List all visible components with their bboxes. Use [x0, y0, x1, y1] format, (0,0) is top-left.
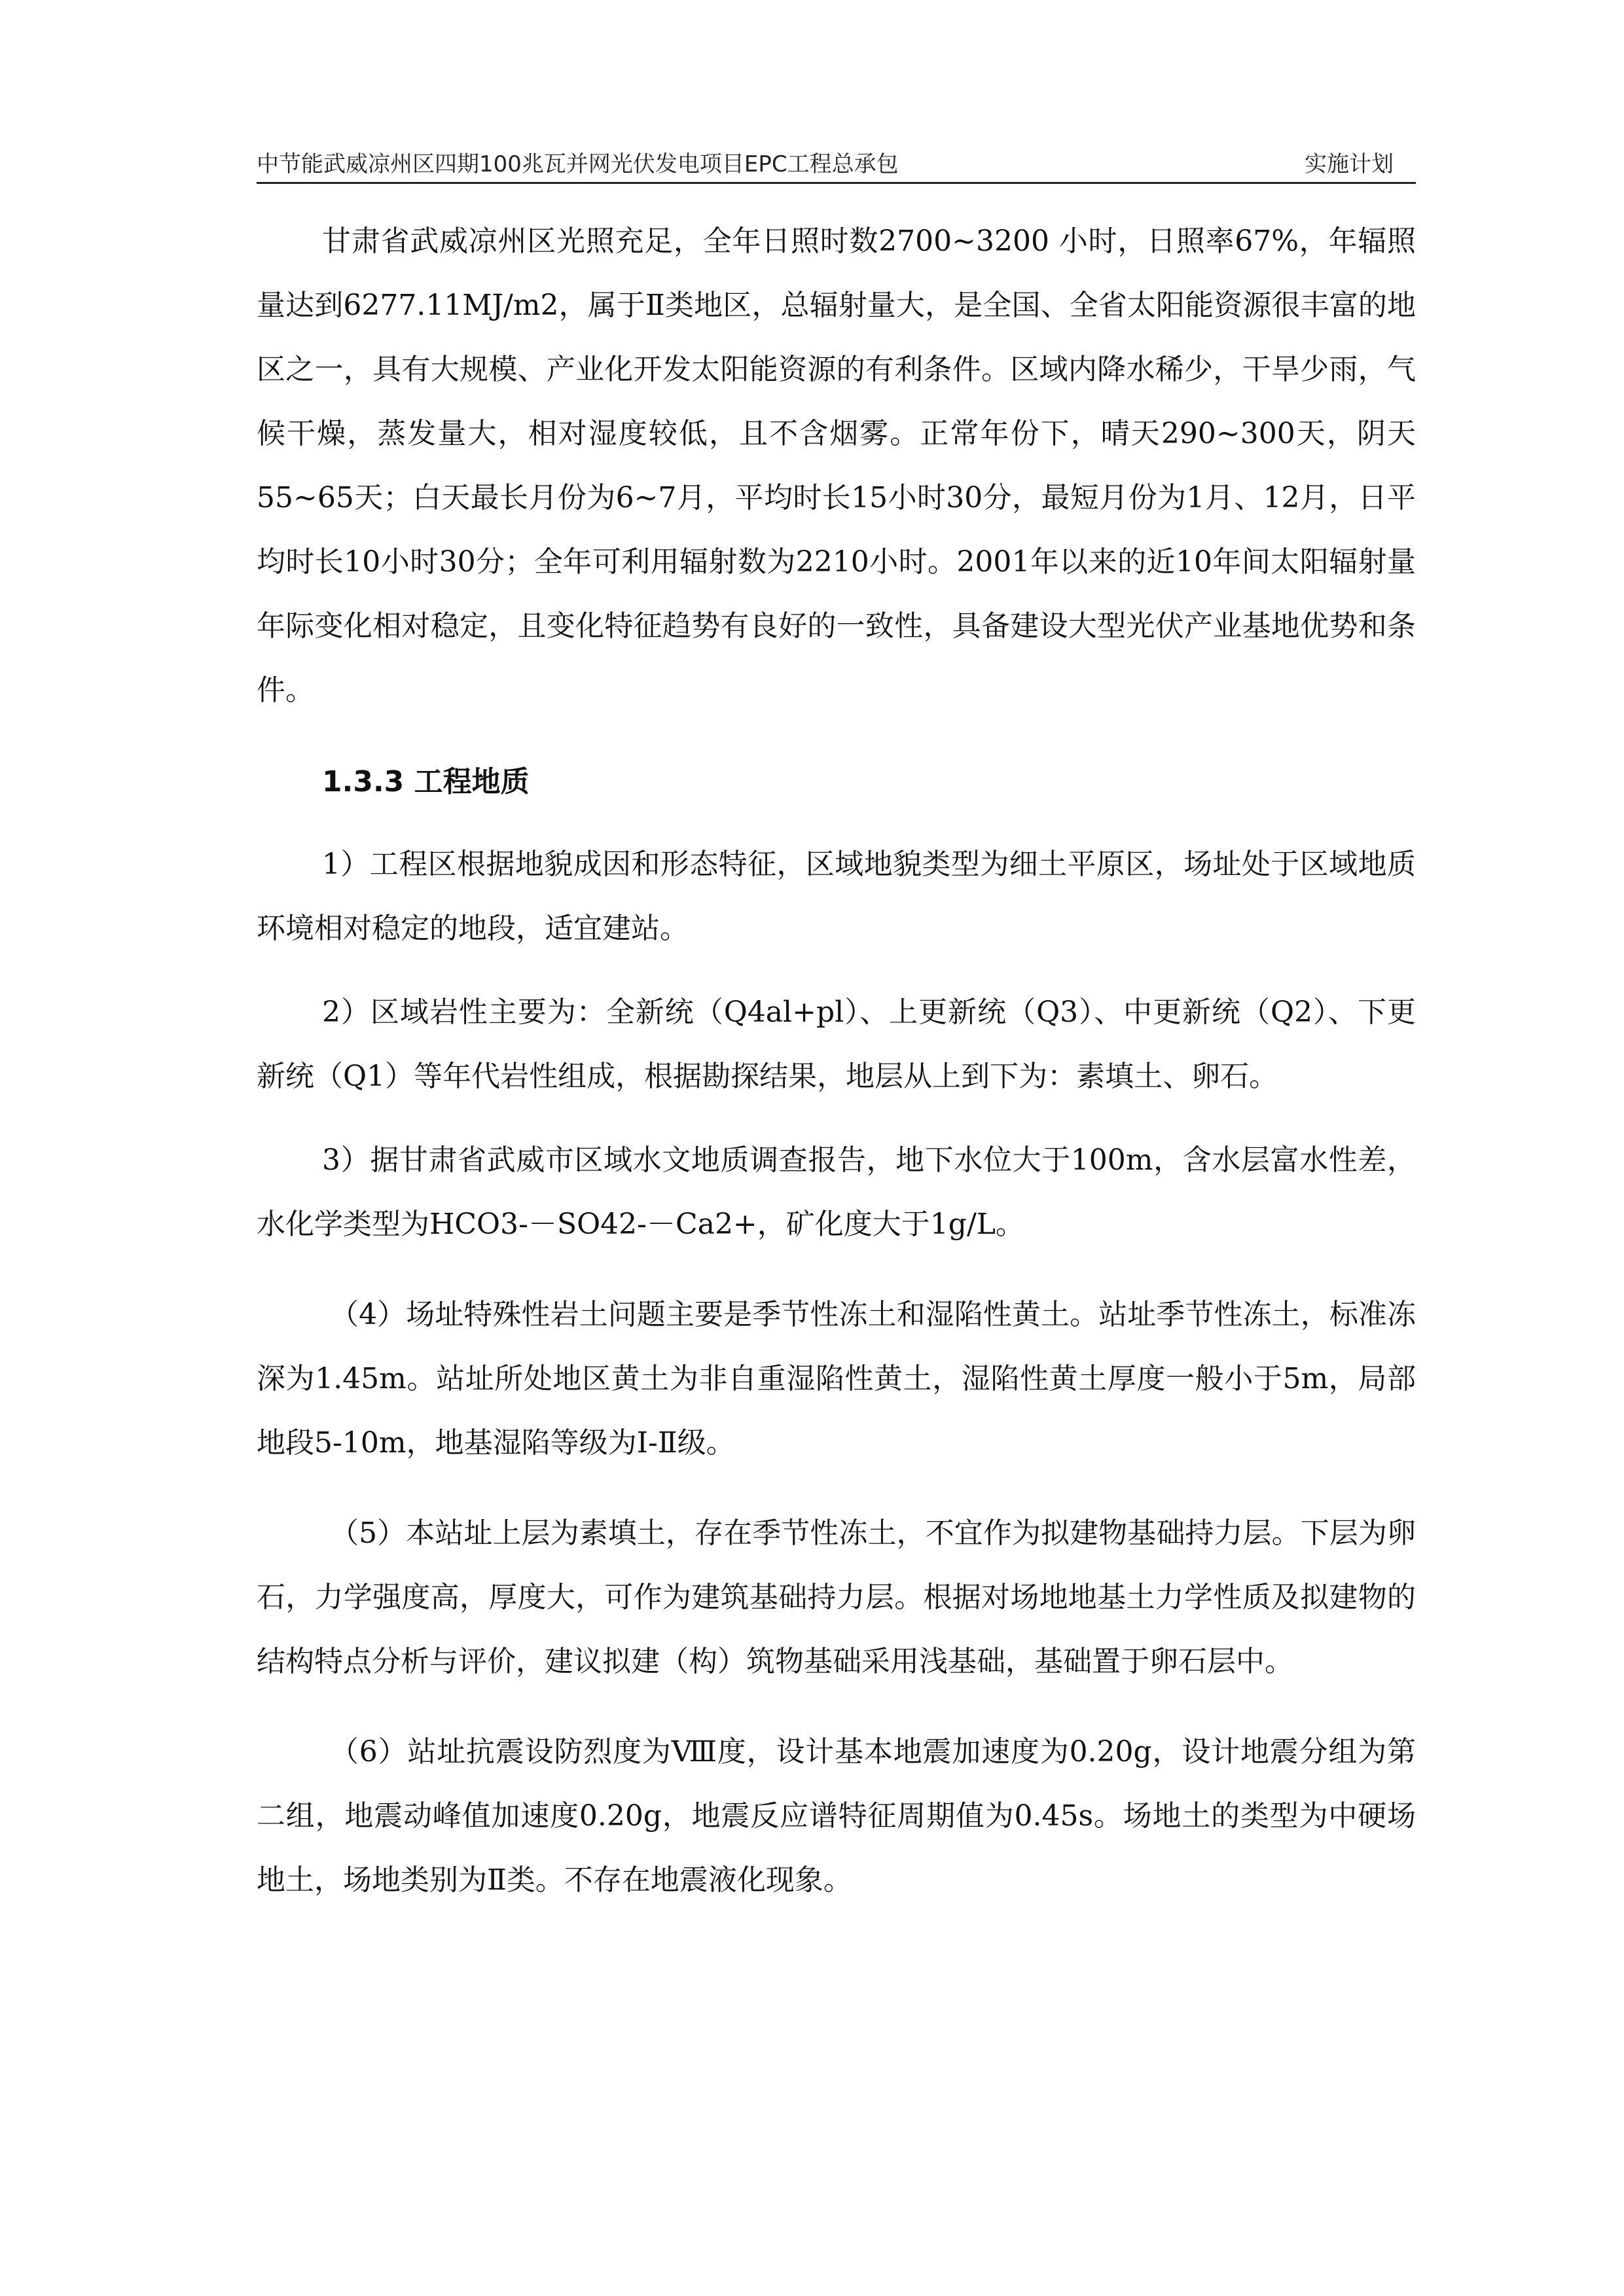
geology-item-3: 3）据甘肃省武威市区域水文地质调查报告，地下水位大于100m，含水层富水性差，水化学类型为HCO3-－SO42-－Ca2+，矿化度大于1g/L。 — [257, 1143, 1416, 1241]
geology-item-4: （4）场址特殊性岩土问题主要是季节性冻土和湿陷性黄土。站址季节性冻土，标准冻深为1.45m。站址所处地区黄土为非自重湿陷性黄土，湿陷性黄土厚度一般小于5m，局部地段5-10m，地基湿陷等级为Ⅰ-Ⅱ级。 — [257, 1298, 1416, 1460]
page-header — [257, 149, 1416, 184]
geology-item-2: 2）区域岩性主要为：全新统（Q4al+pl）、上更新统（Q3）、中更新统（Q2）、下更新统（Q1）等年代岩性组成，根据勘探结果，地层从上到下为：素填土、卵石。 — [257, 996, 1416, 1093]
section-heading: 1.3.3 工程地质 — [322, 765, 530, 798]
geology-item-5: （5）本站址上层为素填土，存在季节性冻土，不宜作为拟建物基础持力层。下层为卵石，力学强度高，厚度大，可作为建筑基础持力层。根据对场地地基土力学性质及拟建物的结构特点分析与评价，建议拟建（构）筑物基础采用浅基础，基础置于卵石层中。 — [257, 1516, 1416, 1678]
geology-item-1: 1）工程区根据地貌成因和形态特征，区域地貌类型为细土平原区，场址处于区域地质环境相对稳定的地段，适宜建站。 — [257, 848, 1416, 945]
document-body — [257, 209, 1416, 1912]
document-title: 中节能武威凉州区四期100兆瓦并网光伏发电项目EPC工程总承包 — [257, 151, 899, 177]
section-label: 实施计划 — [1305, 151, 1394, 177]
geology-item-6: （6）站址抗震设防烈度为Ⅷ度，设计基本地震加速度为0.20g，设计地震分组为第二组，地震动峰值加速度0.20g，地震反应谱特征周期值为0.45s。场地土的类型为中硬场地土，场地类别为Ⅱ类。不存在地震液化现象。 — [257, 1735, 1416, 1897]
intro-paragraph: 甘肃省武威凉州区光照充足，全年日照时数2700~3200 小时，日照率67%，年辐照量达到6277.11MJ/m2，属于Ⅱ类地区，总辐射量大，是全国、全省太阳能资源很丰富的地区之一，具有大规模、产业化开发太阳能资源的有利条件。区域内降水稀少，干旱少雨，气候干燥，蒸发量大，相对湿度较低，且不含烟雾。正常年份下，晴天290~300天，阴天55~65天；白天最长月份为6~7月，平均时长15小时30分，最短月份为1月、12月，日平均时长10小时30分；全年可利用辐射数为2210小时。2001年以来的近10年间太阳辐射量年际变化相对稳定，且变化特征趋势有良好的一致性，具备建设大型光伏产业基地优势和条件。 — [257, 224, 1416, 707]
